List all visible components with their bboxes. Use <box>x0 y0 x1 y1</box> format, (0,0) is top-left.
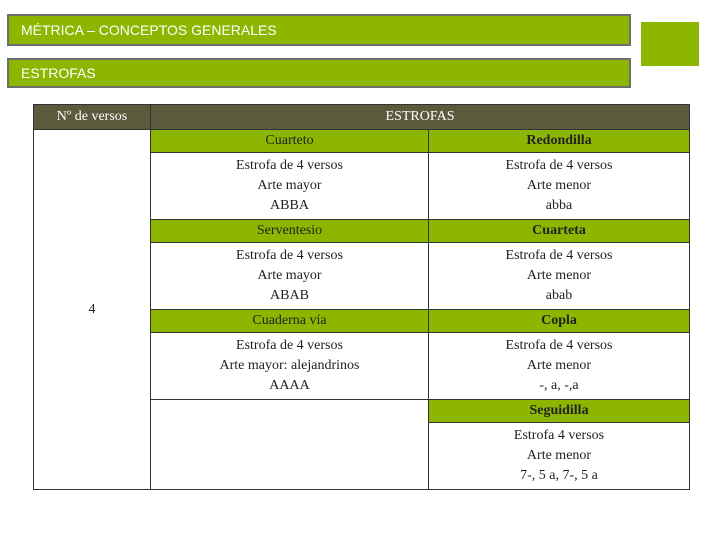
desc-line: Arte mayor <box>257 268 322 283</box>
desc-line: Arte menor <box>526 448 592 463</box>
desc-line: Arte menor <box>526 268 592 283</box>
section-title: ESTROFAS <box>21 65 96 81</box>
estrofa-name: Cuarteto <box>151 130 429 153</box>
table-row <box>34 130 690 153</box>
desc-line: Estrofa de 4 versos <box>236 158 343 173</box>
desc-line: Estrofa de 4 versos <box>236 338 343 353</box>
desc-line: Arte menor <box>526 358 592 373</box>
table-header-row <box>34 105 690 130</box>
estrofa-desc <box>429 243 690 310</box>
empty-cell <box>151 400 429 490</box>
estrofa-desc <box>429 333 690 400</box>
desc-line: Arte mayor: alejandrinos <box>219 358 360 373</box>
desc-line: ABBA <box>270 198 309 213</box>
desc-line: Estrofa de 4 versos <box>505 338 613 353</box>
estrofa-desc <box>429 153 690 220</box>
estrofas-table <box>33 104 690 490</box>
estrofa-name: Serventesio <box>151 220 429 243</box>
estrofa-name: Cuarteta <box>429 220 690 243</box>
desc-line: abab <box>545 288 573 303</box>
page-title: MÉTRICA – CONCEPTOS GENERALES <box>21 22 277 38</box>
estrofa-name: Cuaderna vía <box>151 310 429 333</box>
desc-line: -, a, -,a <box>539 378 579 393</box>
estrofa-desc <box>151 333 429 400</box>
estrofa-name: Copla <box>429 310 690 333</box>
subtitle-bar <box>7 58 631 88</box>
estrofa-desc <box>151 153 429 220</box>
estrofa-name: Seguidilla <box>429 400 690 423</box>
header-versos: Nº de versos <box>34 105 151 130</box>
desc-line: abba <box>545 198 573 213</box>
desc-line: AAAA <box>269 378 310 393</box>
title-bar <box>7 14 631 46</box>
desc-line: Estrofa de 4 versos <box>236 248 343 263</box>
desc-line: Arte menor <box>526 178 592 193</box>
desc-line: 7-, 5 a, 7-, 5 a <box>520 468 598 483</box>
decorative-square <box>641 22 699 66</box>
estrofa-name: Redondilla <box>429 130 690 153</box>
desc-line: Arte mayor <box>257 178 322 193</box>
desc-line: Estrofa de 4 versos <box>505 248 613 263</box>
desc-line: Estrofa de 4 versos <box>505 158 613 173</box>
desc-line: ABAB <box>270 288 309 303</box>
estrofa-desc <box>151 243 429 310</box>
desc-line: Estrofa 4 versos <box>513 428 605 443</box>
header-estrofas: ESTROFAS <box>151 105 690 130</box>
estrofa-desc <box>429 423 690 490</box>
versos-count: 4 <box>34 130 151 490</box>
